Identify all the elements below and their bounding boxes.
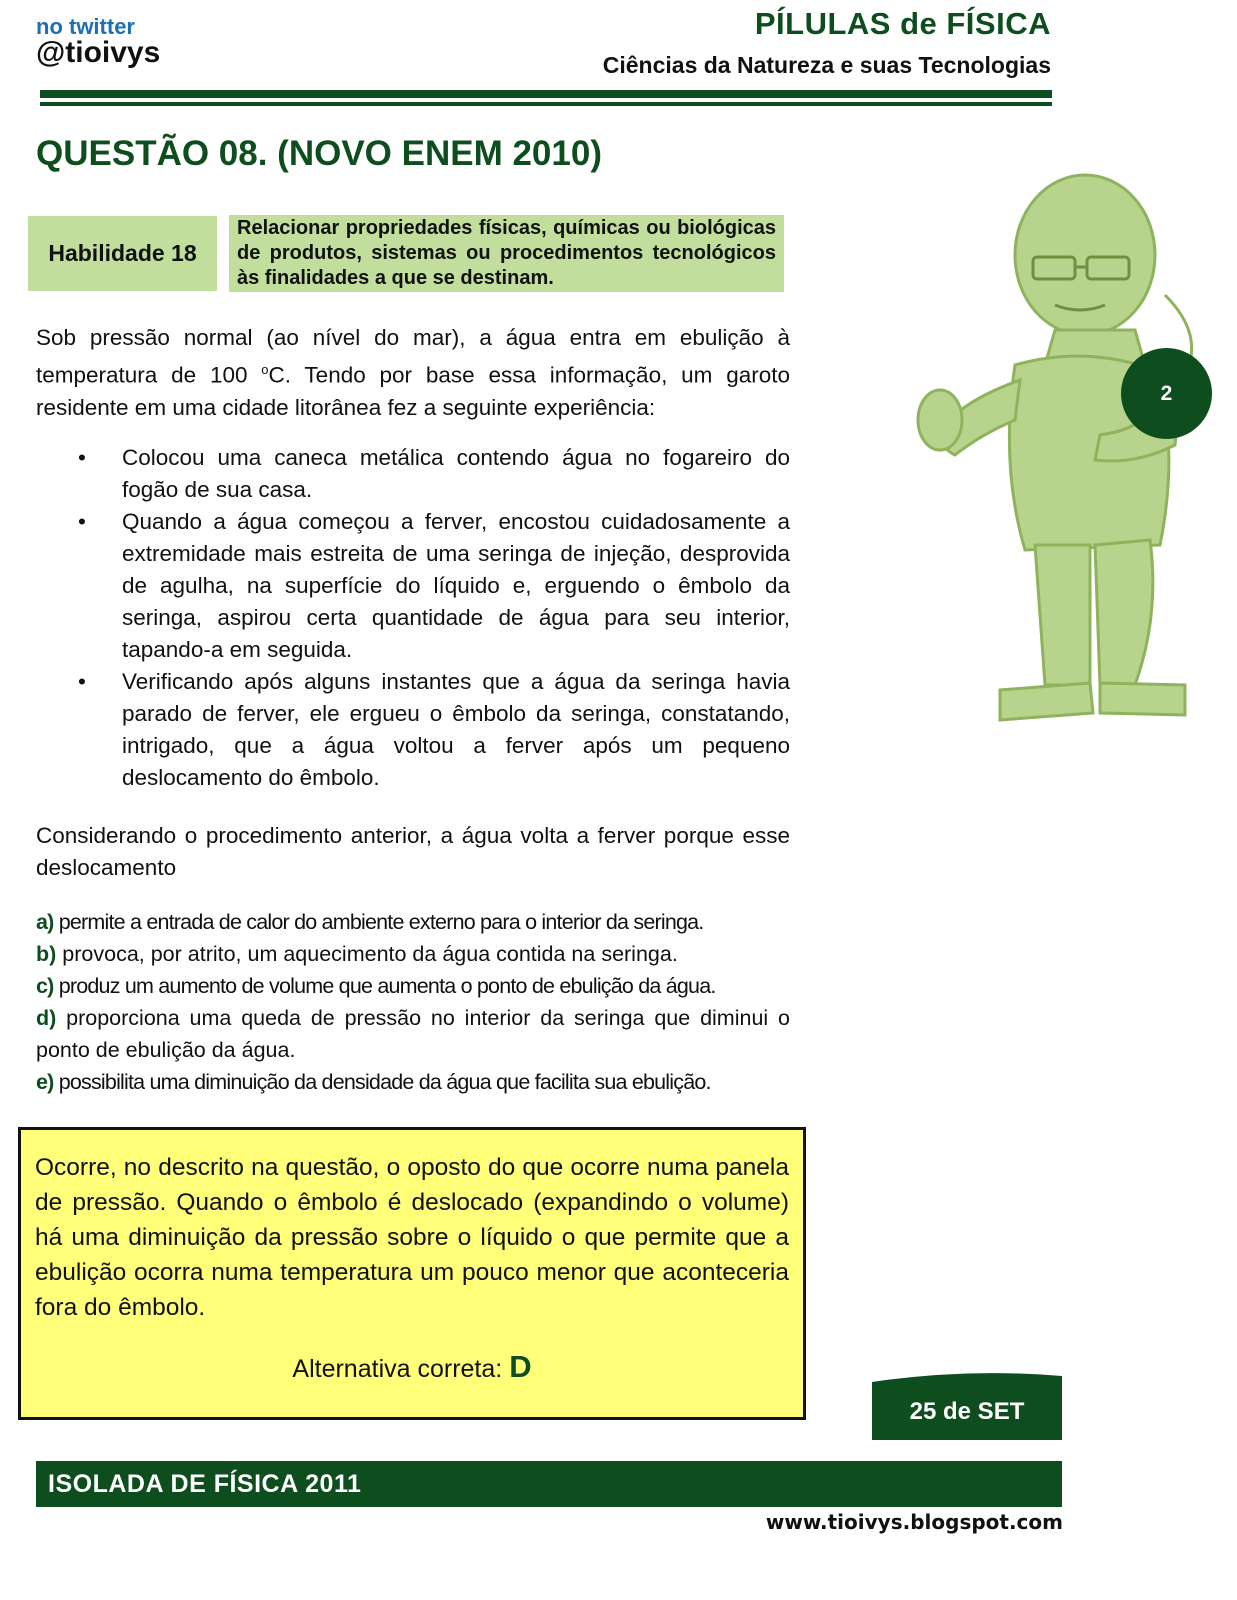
answer-box [18,1127,806,1420]
option-text: provoca, por atrito, um aquecimento da água contida na seringa. [62,942,678,966]
list-item [70,442,790,506]
footer-banner: ISOLADA DE FÍSICA 2011 [36,1461,1062,1507]
bullet-icon: • [78,669,86,694]
question-prompt: Considerando o procedimento anterior, a água volta a ferver porque esse deslocamento [36,823,790,880]
skill-description: Relacionar propriedades físicas, químicas ou biológicas de produtos, sistemas ou procedimentos tecnológicos às finalidades a que se destinam. [229,215,784,292]
twitter-handle: @tioivys [36,36,161,69]
brand-title: PÍLULAS de FÍSICA [754,6,1051,41]
option-text: proporciona uma queda de pressão no interior da seringa que diminui o ponto de ebulição da água. [36,1006,790,1062]
option-d [36,1002,790,1066]
option-letter: a) [36,910,54,934]
list-item-text: Colocou uma caneca metálica contendo água no fogareiro do fogão de sua casa. [122,445,790,502]
option-text: possibilita uma diminuição da densidade da água que facilita sua ebulição. [58,1070,711,1094]
date-badge: 25 de SET [872,1384,1062,1440]
bullet-icon: • [78,509,86,534]
teacher-caricature [905,165,1235,740]
skill-label: Habilidade 18 [28,216,217,291]
header-divider-thick [40,90,1052,98]
brand-subtitle: Ciências da Natureza e suas Tecnologias [602,52,1051,78]
question-intro [36,322,790,424]
option-e [36,1066,790,1098]
option-text: produz um aumento de volume que aumenta o ponto de ebulição da água. [58,974,716,998]
list-item [70,506,790,666]
option-letter: d) [36,1006,57,1030]
bullet-icon: • [78,445,86,470]
list-item-text: Verificando após alguns instantes que a água da seringa havia parado de ferver, ele ergueu o êmbolo da seringa, constatando, intrigado, que a água voltou a ferver após um pequeno deslocamento do êmbolo. [122,669,790,790]
list-item [70,666,790,794]
intro-text-1: Sob pressão normal (ao nível do mar), a água entra em ebulição à temperatura de 100 [36,325,790,388]
page-number-badge: 2 [1121,348,1212,439]
option-c [36,970,790,1002]
option-text: permite a entrada de calor do ambiente externo para o interior da seringa. [58,910,704,934]
website-link[interactable]: www.tioivys.blogspot.com [765,1510,1063,1534]
option-a [36,906,790,938]
option-letter: b) [36,942,57,966]
correct-answer-letter: D [509,1349,532,1384]
option-letter: c) [36,974,54,998]
header-divider-thin [40,102,1052,106]
answer-options [36,906,790,1098]
experiment-steps [70,442,790,794]
question-title: QUESTÃO 08. (NOVO ENEM 2010) [36,134,602,173]
correct-answer-label: Alternativa correta: [292,1355,503,1383]
option-letter: e) [36,1070,54,1094]
intro-text-2: C. Tendo por base essa informação, um garoto residente em uma cidade litorânea fez a seguinte experiência: [36,362,790,420]
correct-answer [35,1349,789,1387]
answer-explanation: Ocorre, no descrito na questão, o oposto do que ocorre numa panela de pressão. Quando o êmbolo é deslocado (expandindo o volume) há uma diminuição da pressão sobre o líquido o que permite que a ebulição ocorra numa temperatura um pouco menor que aconteceria fora do êmbolo. [35,1154,789,1321]
list-item-text: Quando a água começou a ferver, encostou cuidadosamente a extremidade mais estreita de uma seringa de injeção, desprovida de agulha, na superfície do líquido e, erguendo o êmbolo da seringa, aspirou certa quantidade de água para seu interior, tapando-a em seguida. [122,509,790,662]
degree-symbol: o [261,362,269,377]
twitter-label: no twitter [36,14,135,39]
option-b [36,938,790,970]
